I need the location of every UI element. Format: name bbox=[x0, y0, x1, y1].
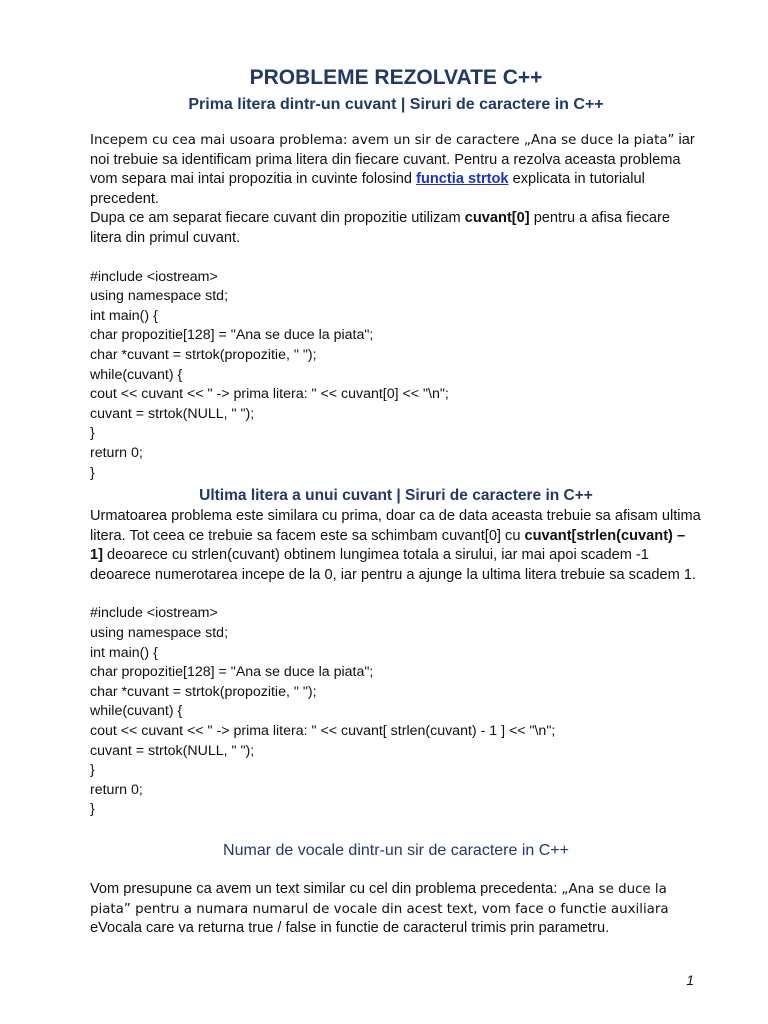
intro2-text-a: Dupa ce am separat fiecare cuvant din propozitie utilizam bbox=[90, 210, 465, 227]
code-line: return 0; bbox=[90, 444, 143, 461]
intro-paragraph bbox=[90, 131, 702, 209]
code-line: using namespace std; bbox=[90, 288, 229, 305]
section2-text-b: deoarece cu strlen(cuvant) obtinem lungimea totala a sirului, iar mai apoi scadem -1 deoarece numerotarea incepe de la 0, iar pentru a ajunge la ultima litera trebuie sa scadem 1. bbox=[90, 547, 697, 583]
code-line: } bbox=[90, 801, 95, 818]
code-block-1 bbox=[90, 268, 702, 484]
code-line: while(cuvant) { bbox=[90, 366, 183, 383]
code-line: } bbox=[90, 425, 95, 442]
section2-heading: Ultima litera a unui cuvant | Siruri de caractere in C++ bbox=[199, 487, 593, 505]
code-line: char propozitie[128] = "Ana se duce la piata"; bbox=[90, 664, 374, 681]
code-line: cuvant = strtok(NULL, " "); bbox=[90, 405, 255, 422]
code-line: char propozitie[128] = "Ana se duce la piata"; bbox=[90, 327, 374, 344]
intro2-bold: cuvant[0] bbox=[464, 210, 530, 227]
section3-text-soft: „Ana se duce la piata” pentru a numara numarul de vocale din acest text, vom face o functie auxiliara bbox=[90, 882, 669, 917]
code-line: #include <iostream> bbox=[90, 605, 218, 622]
intro2-paragraph bbox=[90, 209, 702, 248]
code-line: } bbox=[90, 464, 95, 481]
section3-text-b: eVocala care va returna true / false in functie de caracterul trimis prin parametru. bbox=[90, 920, 610, 937]
section2-paragraph bbox=[90, 507, 702, 585]
section2-bold: cuvant[strlen(cuvant) – 1] bbox=[90, 527, 686, 564]
code-line: #include <iostream> bbox=[90, 268, 218, 285]
intro-line2a: iar noi trebuie sa identificam prima litera din fiecare cuvant. Pentru a rezolva aceasta problema vom separa mai intai propozitia in cuvinte folosind bbox=[90, 132, 695, 188]
section2-text-a: Urmatoarea problema este similara cu prima, doar ca de data aceasta trebuie sa afisam ultima litera. Tot ceea ce trebuie sa facem este sa schimbam cuvant[0] cu bbox=[90, 508, 701, 544]
code-block-2 bbox=[90, 604, 702, 820]
page-title: PROBLEME REZOLVATE C++ bbox=[249, 66, 543, 89]
code-line: int main() { bbox=[90, 644, 158, 661]
code-line: using namespace std; bbox=[90, 625, 229, 642]
section3-text-a: Vom presupune ca avem un text similar cu cel din problema precedenta: bbox=[90, 881, 562, 897]
code-line: char *cuvant = strtok(propozitie, " "); bbox=[90, 683, 317, 700]
code-line: cout << cuvant << " -> prima litera: " << cuvant[ strlen(cuvant) - 1 ] << "\n"; bbox=[90, 723, 556, 740]
code-line: char *cuvant = strtok(propozitie, " "); bbox=[90, 346, 317, 363]
page-number: 1 bbox=[686, 972, 694, 988]
code-line: } bbox=[90, 762, 95, 779]
section3-heading: Numar de vocale dintr-un sir de caractere in C++ bbox=[223, 842, 569, 859]
code-line: while(cuvant) { bbox=[90, 703, 183, 720]
code-line: return 0; bbox=[90, 781, 143, 798]
code-line: cout << cuvant << " -> prima litera: " << cuvant[0] << "\n"; bbox=[90, 386, 449, 403]
strtok-link[interactable]: functia strtok bbox=[416, 171, 509, 188]
intro-line2b: explicata in tutorialul precedent. bbox=[90, 171, 645, 207]
document-page bbox=[90, 64, 702, 939]
code-line: cuvant = strtok(NULL, " "); bbox=[90, 742, 255, 759]
intro2-text-b: pentru a afisa fiecare litera din primul cuvant. bbox=[90, 210, 670, 246]
code-line: int main() { bbox=[90, 307, 158, 324]
page-subtitle: Prima litera dintr-un cuvant | Siruri de caractere in C++ bbox=[188, 96, 604, 113]
section3-paragraph bbox=[90, 880, 702, 939]
intro-line1: Incepem cu cea mai usoara problema: avem un sir de caractere „Ana se duce la piata” bbox=[90, 133, 675, 148]
